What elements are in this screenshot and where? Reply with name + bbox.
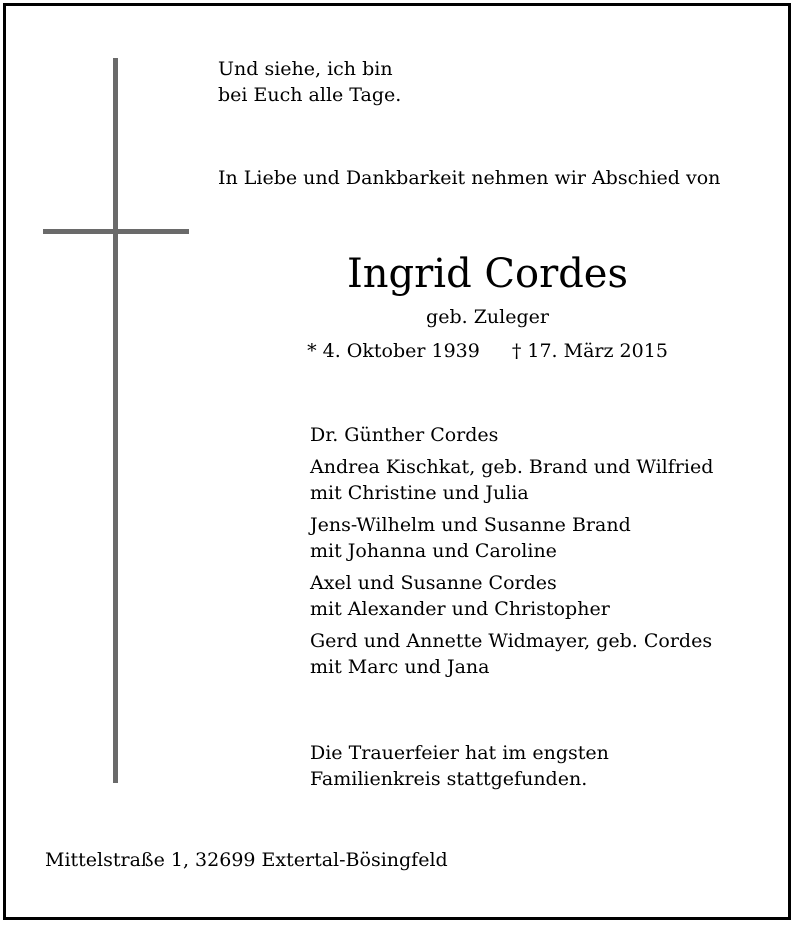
birth-date: * 4. Oktober 1939	[307, 340, 480, 362]
mourner-line: Gerd und Annette Widmayer, geb. Cordes	[310, 630, 713, 652]
mourner-line: Axel und Susanne Cordes	[310, 572, 557, 594]
mourner-line: mit Johanna und Caroline	[310, 540, 557, 562]
mourning-address: Mittelstraße 1, 32699 Extertal-Bösingfeld	[45, 849, 448, 871]
cross-vertical-bar	[113, 58, 118, 783]
death-date: † 17. März 2015	[511, 340, 668, 362]
bible-verse	[218, 56, 401, 108]
mourners-list	[310, 422, 713, 686]
funeral-notice	[310, 740, 609, 792]
verse-line-2: bei Euch alle Tage.	[218, 84, 402, 106]
funeral-line-1: Die Trauerfeier hat im engsten	[310, 742, 609, 764]
mourner-entry	[310, 628, 713, 680]
mourner-line: mit Alexander und Christopher	[310, 598, 610, 620]
mourner-line: Andrea Kischkat, geb. Brand und Wilfried	[310, 456, 714, 478]
mourner-line: mit Marc und Jana	[310, 656, 490, 678]
deceased-name: Ingrid Cordes	[346, 251, 628, 297]
mourner-entry	[310, 454, 713, 506]
mourner-entry	[310, 570, 713, 622]
funeral-line-2: Familienkreis stattgefunden.	[310, 768, 588, 790]
maiden-name: geb. Zuleger	[426, 306, 549, 328]
life-dates	[0, 338, 800, 364]
mourner-entry	[310, 512, 713, 564]
mourner-line: mit Christine und Julia	[310, 482, 529, 504]
mourner-entry	[310, 422, 713, 448]
verse-line-1: Und siehe, ich bin	[218, 58, 393, 80]
farewell-intro: In Liebe und Dankbarkeit nehmen wir Abschied von	[218, 167, 721, 189]
mourner-line: Dr. Günther Cordes	[310, 424, 499, 446]
cross-horizontal-bar	[43, 229, 189, 234]
mourner-line: Jens-Wilhelm und Susanne Brand	[310, 514, 631, 536]
